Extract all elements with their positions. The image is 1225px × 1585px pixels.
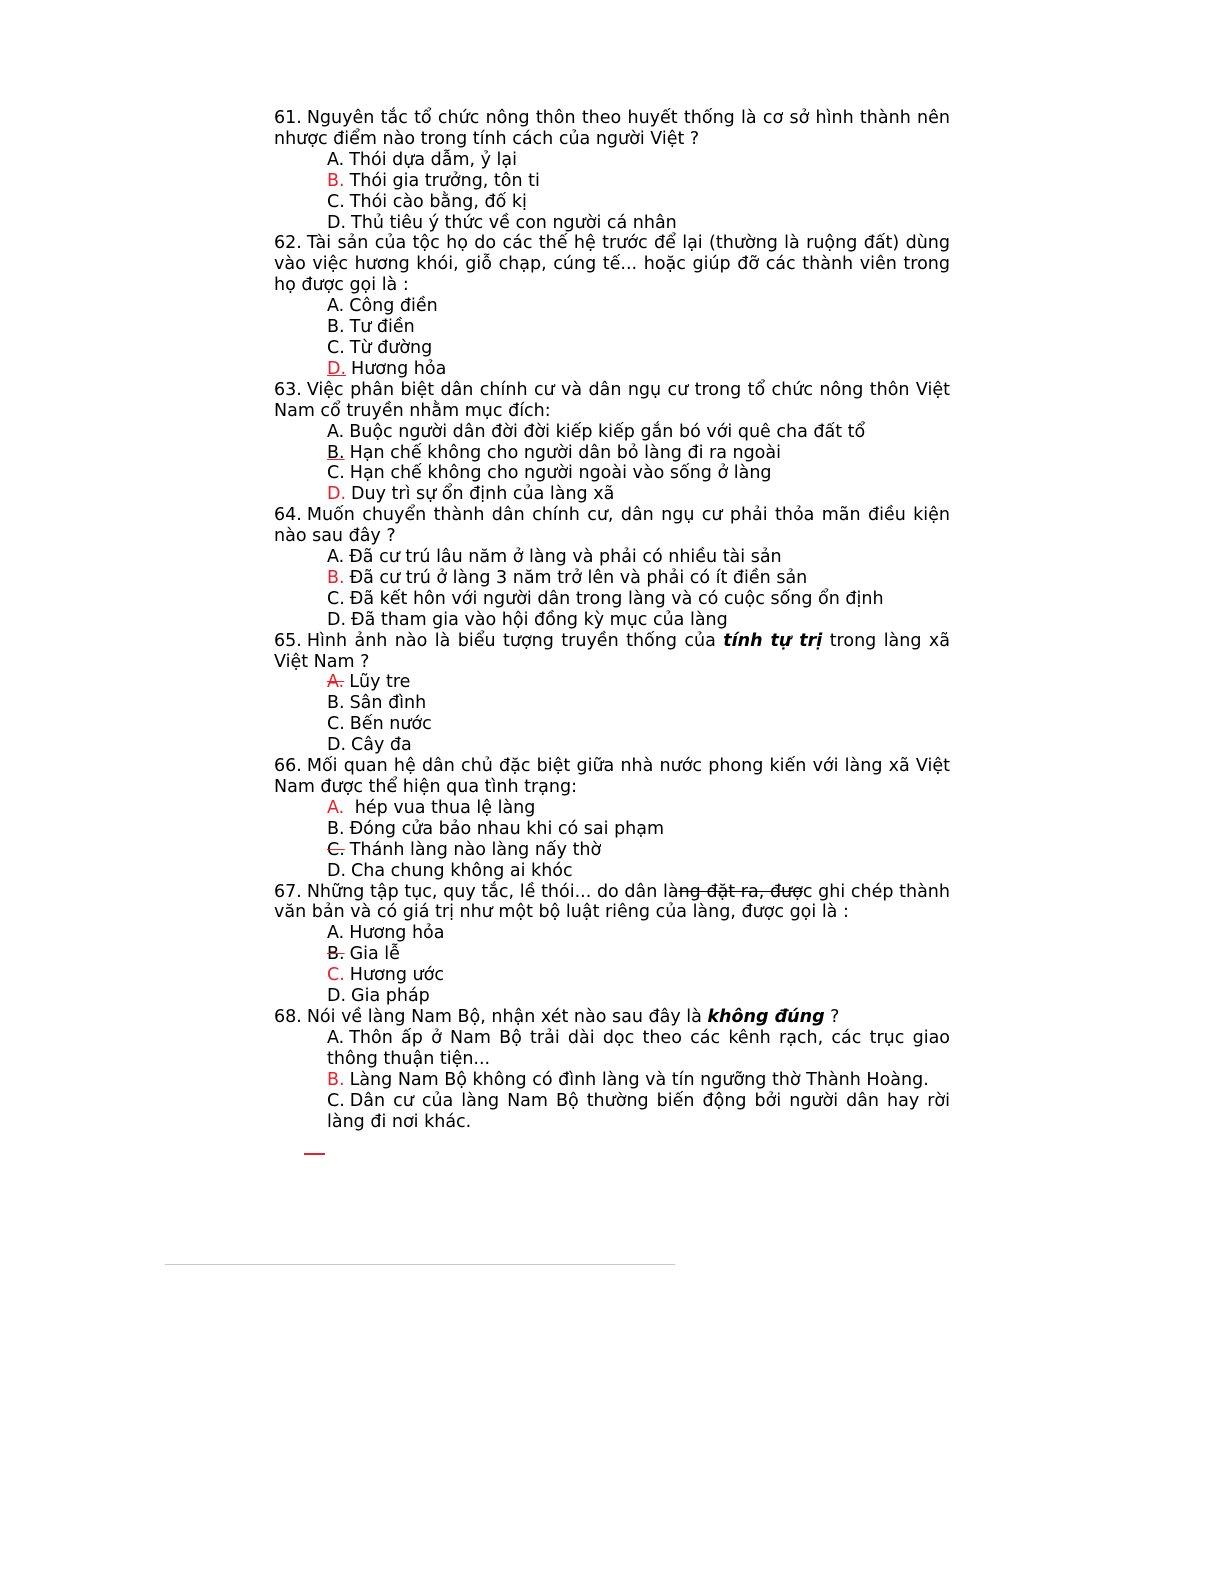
option-c — [327, 1091, 950, 1133]
option-list — [274, 296, 950, 380]
question-text — [274, 233, 950, 296]
option-letter-answer: A. — [327, 672, 345, 693]
option-letter: A. — [327, 421, 345, 442]
option-letter: B. — [327, 944, 345, 965]
option-b — [327, 317, 950, 338]
option-letter: B. — [327, 818, 345, 839]
option-d — [327, 610, 950, 631]
option-letter-answer: B. — [327, 170, 345, 191]
document-body — [274, 108, 950, 1132]
question-stem-end: ? — [824, 1006, 840, 1027]
option-text: Từ đường — [349, 337, 433, 358]
option-a — [327, 1028, 950, 1070]
question-63 — [274, 380, 950, 505]
option-letter: A. — [327, 547, 345, 568]
option-text: Lũy tre — [349, 672, 411, 693]
option-text: Đã tham gia vào hội đồng kỳ mục của làng — [351, 609, 728, 630]
option-a — [327, 150, 950, 171]
option-text: Hương hỏa — [351, 358, 447, 379]
question-stem-end: c ghi chép thành văn bản và có giá trị như một bộ luật riêng của làng, được gọi là : — [274, 881, 950, 923]
option-letter: C. — [327, 191, 345, 212]
option-letter: D. — [327, 735, 347, 756]
option-b — [327, 693, 950, 714]
option-letter: A. — [327, 296, 345, 317]
option-d — [327, 861, 950, 882]
question-67 — [274, 882, 950, 1007]
option-list — [274, 150, 950, 234]
option-text: Thủ tiêu ý thức về con người cá nhân — [351, 212, 677, 233]
option-letter: B. — [327, 693, 345, 714]
option-letter: A. — [327, 149, 345, 170]
option-d — [327, 213, 950, 234]
option-b — [327, 819, 950, 840]
option-text: Thánh làng nào làng nấy thờ — [349, 839, 602, 860]
option-list — [274, 798, 950, 882]
question-text — [274, 756, 950, 798]
option-text: Buộc người dân đời đời kiếp kiếp gắn bó với quê cha đất tổ — [349, 421, 866, 442]
option-text: Gia pháp — [351, 986, 430, 1007]
option-text: Đã kết hôn với người dân trong làng và có cuộc sống ổn định — [349, 588, 884, 609]
option-c — [327, 840, 950, 861]
option-c — [327, 338, 950, 359]
question-text — [274, 108, 950, 150]
question-number: 61. — [274, 108, 302, 128]
option-list — [274, 422, 950, 506]
option-text: Làng Nam Bộ không có đình làng và tín ngưỡng thờ Thành Hoàng. — [349, 1069, 929, 1090]
option-a — [327, 798, 950, 819]
option-text: Đóng cửa bảo nhau khi có sai phạm — [349, 818, 665, 839]
option-letter: C. — [327, 588, 345, 609]
option-text: Hương ước — [349, 965, 444, 986]
question-61 — [274, 108, 950, 233]
option-letter: A. — [327, 1027, 345, 1048]
option-letter: D. — [327, 212, 347, 233]
option-d — [327, 986, 950, 1007]
question-64 — [274, 505, 950, 630]
option-list — [274, 672, 950, 756]
question-text — [274, 380, 950, 422]
question-number: 63. — [274, 379, 302, 400]
question-stem: Mối quan hệ dân chủ đặc biệt giữa nhà nước phong kiến với làng xã Việt Nam được thể hiện qua tình trạng: — [274, 756, 950, 797]
question-62 — [274, 233, 950, 379]
option-text: Dân cư của làng Nam Bộ thường biến động bởi người dân hay rời làng đi nơi khác. — [327, 1090, 950, 1132]
question-text — [274, 505, 950, 547]
question-number: 65. — [274, 630, 302, 651]
option-letter-answer: D. — [327, 358, 347, 379]
option-text: Cây đa — [351, 735, 412, 756]
option-text: Hạn chế không cho người dân bỏ làng đi ra ngoài — [349, 442, 781, 463]
question-stem-end: trong làng xã Việt Nam ? — [274, 630, 950, 672]
option-letter-answer: A. — [327, 797, 345, 818]
option-c — [327, 589, 950, 610]
footnote-separator — [165, 1264, 675, 1265]
question-stem: Nói về làng Nam Bộ, nhận xét nào sau đây là — [306, 1006, 708, 1027]
option-letter-answer: D. — [327, 484, 347, 505]
option-letter: D. — [327, 986, 347, 1007]
question-emphasis: tính tự trị — [723, 630, 823, 651]
option-c — [327, 192, 950, 213]
option-letter: D. — [327, 860, 347, 881]
option-letter: A. — [327, 923, 345, 944]
option-text: Sân đình — [349, 693, 427, 714]
option-letter: C. — [327, 463, 345, 484]
option-b — [327, 944, 950, 965]
option-a — [327, 547, 950, 568]
option-text: Cha chung không ai khóc — [351, 860, 573, 881]
option-a — [327, 923, 950, 944]
question-number: 67. — [274, 881, 302, 902]
question-stem: Muốn chuyển thành dân chính cư, dân ngụ cư phải thỏa mãn điều kiện nào sau đây ? — [274, 505, 950, 547]
question-stem: Tài sản của tộc họ do các thế hệ trước để lại (thường là ruộng đất) dùng vào việc hương khói, giỗ chạp, cúng tế... hoặc giúp đỡ các thành viên trong họ được gọi là : — [274, 233, 950, 296]
question-number: 66. — [274, 756, 302, 777]
option-text: Thôn ấp ở Nam Bộ trải dài dọc theo các kênh rạch, các trục giao thông thuận tiện... — [327, 1027, 950, 1069]
option-letter-answer: B. — [327, 567, 345, 588]
option-letter: C. — [327, 337, 345, 358]
option-text: Công điền — [349, 296, 438, 317]
option-text: Tư điền — [349, 317, 415, 338]
question-stem: Nguyên tắc tổ chức nông thôn theo huyết thống là cơ sở hình thành nên nhược điểm nào trong tính cách của người Việt ? — [274, 108, 950, 149]
red-dash-mark — [304, 1153, 325, 1155]
question-stem: Những tập tục, quy tắc, lề thói... do dân là — [306, 881, 679, 902]
option-b — [327, 1070, 950, 1091]
option-text: Gia lễ — [349, 944, 400, 965]
option-b — [327, 568, 950, 589]
question-text — [274, 1007, 950, 1028]
option-letter-answer: C. — [327, 965, 345, 986]
option-list — [274, 1028, 950, 1133]
option-list — [274, 547, 950, 631]
option-text: Thói dựa dẫm, ỷ lại — [349, 149, 518, 170]
option-text: Đã cư trú lâu năm ở làng và phải có nhiều tài sản — [349, 547, 782, 568]
option-letter: C. — [327, 1090, 345, 1111]
question-number: 62. — [274, 233, 302, 254]
option-letter-answer: B. — [327, 1069, 345, 1090]
option-d — [327, 359, 950, 380]
option-text: Hương hỏa — [349, 923, 445, 944]
question-number: 68. — [274, 1006, 302, 1027]
option-text: Thói gia trưởng, tôn ti — [349, 170, 540, 191]
option-text: Hạn chế không cho người ngoài vào sống ở làng — [349, 463, 772, 484]
option-c — [327, 463, 950, 484]
option-b — [327, 443, 950, 464]
option-letter: C. — [327, 839, 345, 860]
option-c — [327, 714, 950, 735]
option-a — [327, 296, 950, 317]
question-66 — [274, 756, 950, 881]
option-list — [274, 923, 950, 1007]
option-text: Duy trì sự ổn định của làng xã — [351, 484, 615, 505]
option-text: hép vua thua lệ làng — [349, 797, 536, 818]
option-d — [327, 735, 950, 756]
struck-text: ng đặt ra, đượ — [678, 881, 803, 902]
question-stem: Hình ảnh nào là biểu tượng truyền thống của — [306, 630, 724, 651]
question-number: 64. — [274, 505, 302, 526]
option-text: Đã cư trú ở làng 3 năm trở lên và phải có ít điền sản — [349, 567, 808, 588]
option-letter: D. — [327, 609, 347, 630]
option-text: Thói cào bằng, đố kị — [349, 191, 527, 212]
option-a — [327, 672, 950, 693]
option-d — [327, 484, 950, 505]
option-letter: B. — [327, 442, 345, 463]
question-65 — [274, 631, 950, 756]
question-text — [274, 631, 950, 673]
option-c — [327, 965, 950, 986]
option-text: Bến nước — [349, 714, 432, 735]
question-68 — [274, 1007, 950, 1132]
option-b — [327, 171, 950, 192]
question-stem: Việc phân biệt dân chính cư và dân ngụ cư trong tổ chức nông thôn Việt Nam cổ truyền nhằm mục đích: — [274, 379, 950, 421]
option-a — [327, 422, 950, 443]
option-letter: B. — [327, 317, 345, 338]
question-text — [274, 882, 950, 924]
question-emphasis: không đúng — [707, 1006, 825, 1027]
option-letter: C. — [327, 714, 345, 735]
